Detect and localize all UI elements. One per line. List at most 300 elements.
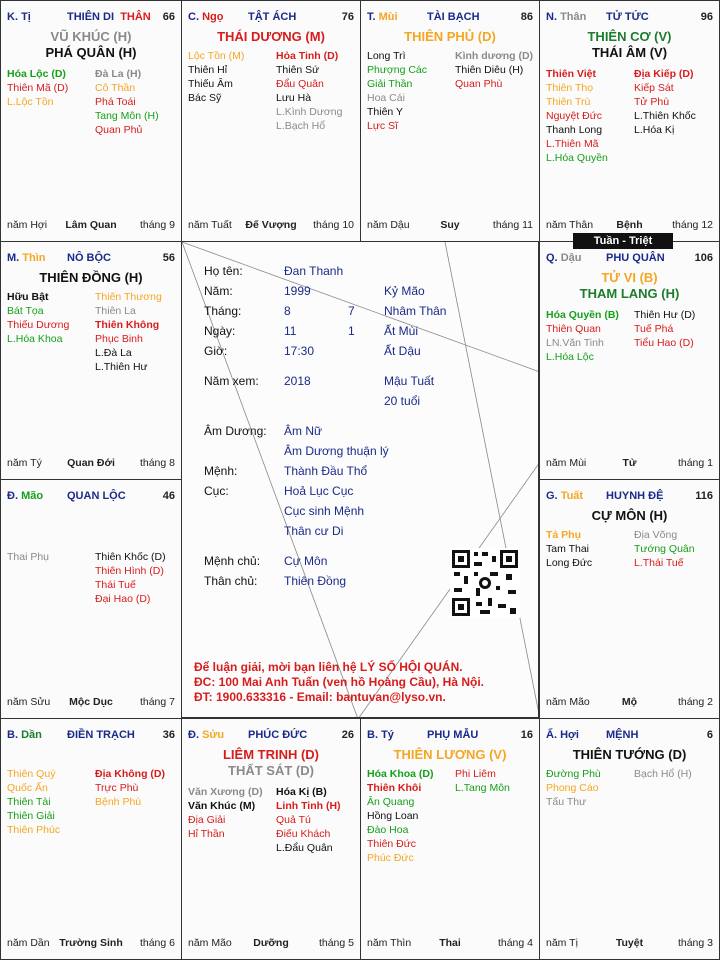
palace-name: [67, 11, 151, 23]
minor-star: Hoa Cái: [367, 92, 405, 104]
value-menh-chu: Cự Môn: [284, 554, 328, 568]
palace-name-text: TÀI BẠCH: [427, 11, 480, 23]
qr-code-icon[interactable]: [450, 548, 520, 621]
main-star: THIÊN ĐỒNG (H): [39, 270, 143, 285]
palace-tuat[interactable]: [539, 479, 720, 719]
palace-mao[interactable]: [0, 479, 182, 719]
minor-star: Đại Hao (D): [95, 593, 151, 605]
value-cuc-3: Thân cư Di: [284, 524, 344, 538]
label-menh: Mệnh:: [204, 464, 238, 478]
minor-stars-right: [276, 49, 361, 133]
label-ngay: Ngày:: [204, 324, 236, 338]
palace-name: [606, 11, 649, 23]
minor-star: Thiên Giải: [7, 810, 55, 822]
minor-stars-left: [546, 767, 632, 809]
palace-name-text: PHÚC ĐỨC: [248, 729, 308, 741]
palace-month: tháng 9: [139, 219, 175, 231]
minor-stars-right: [95, 550, 181, 606]
palace-footer: [367, 937, 533, 951]
minor-star: Nguyệt Đức: [546, 110, 603, 122]
minor-star: Kiếp Sát: [634, 82, 674, 94]
minor-star: Địa Giải: [188, 814, 226, 826]
minor-stars-right: [634, 528, 720, 570]
than-marker: THÂN: [120, 11, 151, 23]
palace-stem: Đ.: [7, 490, 18, 502]
palace-month: tháng 3: [677, 937, 713, 949]
palace-name: [67, 252, 111, 264]
main-stars: [540, 270, 719, 302]
value-ngay-can: Ất Mùi: [384, 324, 419, 338]
palace-name-text: MỆNH: [606, 729, 639, 741]
palace-name: [606, 729, 638, 741]
palace-month: tháng 1: [677, 457, 713, 469]
palace-stage: Suy: [440, 219, 460, 231]
palace-branch-name: Thìn: [22, 252, 46, 264]
palace-month: tháng 12: [672, 219, 713, 231]
value-ngay-am: 1: [348, 324, 355, 338]
minor-star: Quan Phủ: [95, 124, 143, 136]
label-nam-xem: Năm xem:: [204, 374, 259, 388]
minor-star: Thiên Y: [367, 106, 403, 118]
contact-advert: [194, 660, 484, 705]
minor-star: Thiên Thương: [95, 291, 162, 303]
minor-star: Thiên Quan: [546, 323, 601, 335]
minor-star: L.Đà La: [95, 347, 132, 359]
palace-branch-name: Dần: [21, 729, 42, 741]
palace-name-text: NÔ BỘC: [67, 252, 111, 264]
minor-stars-left: [7, 550, 93, 564]
palace-branch-name: Dậu: [560, 252, 582, 264]
palace-year: năm Mùi: [546, 457, 587, 469]
palace-footer: [7, 696, 175, 710]
palace-branch: [546, 729, 579, 741]
minor-stars-left: [546, 308, 632, 364]
minor-stars-right: [455, 767, 540, 795]
palace-footer: [546, 937, 713, 951]
label-gio: Giờ:: [204, 344, 228, 358]
palace-name: [67, 729, 135, 741]
main-stars: [182, 29, 360, 45]
palace-branch-name: Tị: [21, 11, 31, 23]
minor-star: Bệnh Phù: [95, 796, 142, 808]
palace-year: năm Dần: [7, 937, 50, 949]
palace-branch-name: Mùi: [378, 11, 398, 23]
value-tuoi: 20 tuổi: [384, 394, 421, 408]
main-star: THIÊN PHỦ (D): [404, 29, 496, 44]
palace-footer: [188, 937, 354, 951]
minor-star: Tấu Thư: [546, 796, 587, 808]
main-star: CỰ MÔN (H): [591, 508, 668, 523]
minor-stars-right: [95, 767, 181, 809]
minor-star: Linh Tinh (H): [276, 800, 341, 812]
minor-star: Quan Phù: [455, 78, 503, 90]
minor-star: Quốc Ấn: [7, 782, 48, 794]
minor-star: Thai Phụ: [7, 551, 50, 563]
minor-star: Trực Phù: [95, 782, 139, 794]
value-thang: 8: [284, 304, 291, 318]
palace-footer: [546, 457, 713, 471]
palace-year: năm Mão: [188, 937, 232, 949]
palace-name: [248, 729, 307, 741]
minor-star: L.Đẩu Quân: [276, 842, 333, 854]
minor-star: Thiếu Âm: [188, 78, 233, 90]
palace-ty[interactable]: [360, 718, 540, 960]
palace-dan[interactable]: [0, 718, 182, 960]
palace-branch-name: Tuất: [560, 490, 584, 502]
palace-month: tháng 2: [677, 696, 713, 708]
palace-branch: [7, 11, 31, 23]
value-gio: 17:30: [284, 344, 315, 358]
minor-star: Thanh Long: [546, 124, 603, 136]
minor-star: Văn Khúc (M): [188, 800, 256, 812]
main-stars: [361, 29, 539, 45]
palace-footer: [546, 696, 713, 710]
minor-stars-right: [634, 308, 720, 350]
palace-footer: [367, 219, 533, 233]
minor-star: L.Thiên Mã: [546, 138, 599, 150]
palace-branch: [188, 729, 224, 741]
palace-month: tháng 11: [492, 219, 533, 231]
minor-star: L.Bạch Hổ: [276, 120, 326, 132]
minor-stars-left: [7, 290, 93, 346]
palace-age: 36: [162, 729, 175, 741]
palace-name: [606, 252, 665, 264]
palace-name: [248, 11, 296, 23]
palace-stem: G.: [546, 490, 558, 502]
palace-month: tháng 6: [139, 937, 175, 949]
value-nam-xem: 2018: [284, 374, 311, 388]
minor-star: Thiên Hư (D): [634, 309, 696, 321]
minor-stars-right: [95, 67, 181, 137]
palace-header: [546, 490, 713, 506]
minor-star: Địa Võng: [634, 529, 678, 541]
palace-stage: Bệnh: [616, 219, 643, 231]
palace-branch-name: Ngọ: [202, 11, 224, 23]
palace-stem: B.: [7, 729, 18, 741]
minor-star: Lưu Hà: [276, 92, 312, 104]
main-star: THIÊN TƯỚNG (D): [572, 747, 687, 762]
value-thang-am: 7: [348, 304, 355, 318]
main-stars: [540, 747, 719, 763]
label-cuc: Cục:: [204, 484, 229, 498]
palace-name-text: TẬT ÁCH: [248, 11, 297, 23]
minor-stars-left: [546, 528, 632, 570]
value-gio-can: Ất Dậu: [384, 344, 421, 358]
palace-month: tháng 8: [139, 457, 175, 469]
minor-star: Đẩu Quân: [276, 78, 324, 90]
label-than-chu: Thân chủ:: [204, 574, 258, 588]
minor-star: L.Thái Tuế: [634, 557, 684, 569]
value-nam-can: Kỷ Mão: [384, 284, 425, 298]
advert-line-1: Để luận giải, mời bạn liên hệ LÝ SỐ HỘI QUÁN.: [194, 660, 463, 674]
minor-star: Hóa Khoa (D): [367, 768, 434, 780]
palace-month: tháng 5: [318, 937, 354, 949]
palace-month: tháng 4: [497, 937, 533, 949]
minor-star: Thiên Mã (D): [7, 82, 69, 94]
main-star: THẤT SÁT (D): [228, 763, 314, 778]
palace-stage: Mộc Dục: [69, 696, 113, 708]
palace-stage: Quan Đới: [67, 457, 115, 469]
palace-header: [546, 11, 713, 27]
palace-dau[interactable]: [539, 241, 720, 480]
main-star: THIÊN CƠ (V): [587, 29, 672, 44]
palace-stage: Đế Vượng: [245, 219, 297, 231]
minor-star: Lực Sĩ: [367, 120, 398, 132]
main-star: PHÁ QUÂN (H): [45, 45, 137, 60]
main-star: LIÊM TRINH (D): [222, 747, 320, 762]
value-cuc: Hoả Lục Cục: [284, 484, 354, 498]
palace-footer: [7, 457, 175, 471]
palace-year: năm Dậu: [367, 219, 410, 231]
minor-star: Thiên Trù: [546, 96, 591, 108]
palace-stage: Mộ: [621, 696, 638, 708]
palace-name-text: HUYNH ĐỆ: [606, 490, 664, 502]
palace-branch: [546, 252, 581, 264]
palace-header: [546, 729, 713, 745]
value-thang-can: Nhâm Thân: [384, 304, 447, 318]
minor-star: Thiếu Dương: [7, 319, 70, 331]
minor-star: Long Trì: [367, 50, 406, 62]
palace-age: 66: [162, 11, 175, 23]
minor-star: Bạch Hổ (H): [634, 768, 692, 780]
palace-year: năm Tị: [546, 937, 578, 949]
main-stars: [361, 747, 539, 763]
palace-branch-name: Mão: [21, 490, 44, 502]
palace-ti[interactable]: [0, 0, 182, 242]
minor-star: Cô Thần: [95, 82, 136, 94]
main-stars: [540, 29, 719, 61]
palace-branch-name: Tý: [381, 729, 394, 741]
palace-branch-name: Hợi: [560, 729, 579, 741]
minor-star: Kình dương (D): [455, 50, 534, 62]
minor-star: Thiên Diêu (H): [455, 64, 524, 76]
palace-age: 86: [520, 11, 533, 23]
minor-star: L.Thiên Khốc: [634, 110, 696, 122]
palace-year: năm Thìn: [367, 937, 412, 949]
label-thang: Tháng:: [204, 304, 242, 318]
palace-suu[interactable]: [181, 718, 361, 960]
minor-stars-left: [188, 49, 274, 105]
minor-star: Tướng Quân: [634, 543, 695, 555]
main-star: THAM LANG (H): [579, 286, 680, 301]
minor-star: Thiên Quý: [7, 768, 56, 780]
minor-star: Thiên Việt: [546, 68, 596, 80]
minor-star: Tuế Phá: [634, 323, 674, 335]
value-am-duong: Âm Nữ: [284, 424, 323, 438]
minor-stars-left: [546, 67, 632, 165]
minor-star: LN.Văn Tinh: [546, 337, 604, 349]
label-ho-ten: Họ tên:: [204, 264, 243, 278]
palace-age: 16: [520, 729, 533, 741]
palace-footer: [188, 219, 354, 233]
value-than-chu: Thiên Đồng: [284, 574, 347, 588]
palace-age: 6: [706, 729, 713, 741]
minor-stars-left: [7, 67, 93, 109]
minor-star: Văn Xương (D): [188, 786, 263, 798]
minor-star: Điếu Khách: [276, 828, 331, 840]
palace-name-text: PHỤ MẪU: [427, 729, 479, 741]
palace-stem: C.: [188, 11, 199, 23]
minor-star: L.Hóa Khoa: [7, 333, 63, 345]
minor-star: Giải Thần: [367, 78, 413, 90]
value-ngay: 11: [284, 324, 297, 338]
palace-age: 116: [695, 490, 713, 502]
minor-star: Hồng Loan: [367, 810, 419, 822]
palace-name: [427, 11, 480, 23]
palace-header: [367, 729, 533, 745]
main-stars: [182, 747, 360, 779]
palace-footer: [7, 937, 175, 951]
minor-stars-right: [276, 785, 361, 855]
minor-stars-left: [367, 767, 453, 865]
label-menh-chu: Mệnh chủ:: [204, 554, 261, 568]
minor-stars-right: [455, 49, 540, 91]
minor-star: Đào Hoa: [367, 824, 409, 836]
minor-star: Hóa Kị (B): [276, 786, 327, 798]
palace-name-text: PHU QUÂN: [606, 252, 665, 264]
value-menh: Thành Đầu Thổ: [284, 464, 368, 478]
palace-header: [7, 490, 175, 506]
minor-star: Phúc Đức: [367, 852, 414, 864]
palace-hoi[interactable]: [539, 718, 720, 960]
palace-branch-name: Thân: [560, 11, 587, 23]
palace-year: năm Sửu: [7, 696, 51, 708]
label-nam: Năm:: [204, 284, 233, 298]
palace-name-text: ĐIỀN TRẠCH: [67, 729, 135, 741]
palace-stem: M.: [7, 252, 20, 264]
palace-branch: [7, 729, 42, 741]
palace-age: 106: [694, 252, 713, 264]
minor-star: L.Hóa Lộc: [546, 351, 594, 363]
main-star: TỬ VI (B): [601, 270, 658, 285]
minor-star: L.Hóa Kị: [634, 124, 675, 136]
value-ho-ten: Đan Thanh: [284, 264, 344, 278]
palace-age: 56: [162, 252, 175, 264]
palace-month: tháng 10: [313, 219, 354, 231]
main-stars: [1, 29, 181, 61]
minor-stars-left: [188, 785, 274, 841]
palace-stem: Đ.: [188, 729, 199, 741]
advert-line-3: ĐT: 1900.633316 - Email: bantuvan@lyso.vn.: [194, 690, 446, 704]
palace-year: năm Tuất: [188, 219, 232, 231]
value-am-duong-2: Âm Dương thuận lý: [284, 444, 389, 458]
minor-star: L.Hóa Quyền: [546, 152, 608, 164]
minor-star: L.Lộc Tồn: [7, 96, 54, 108]
minor-star: L.Kình Dương: [276, 106, 343, 118]
palace-mui[interactable]: [360, 0, 540, 242]
palace-header: [188, 729, 354, 745]
minor-star: Thiên Tài: [7, 796, 51, 808]
minor-star: Đường Phù: [546, 768, 601, 780]
center-info-panel: [181, 241, 539, 718]
minor-star: Lộc Tồn (M): [188, 50, 245, 62]
palace-stem: K.: [7, 11, 18, 23]
minor-stars-left: [7, 767, 93, 837]
minor-star: Hóa Quyền (B): [546, 309, 619, 321]
palace-branch: [188, 11, 223, 23]
main-star: THÁI DƯƠNG (M): [217, 29, 325, 44]
palace-stage: Thai: [439, 937, 461, 949]
main-star: THÁI ÂM (V): [591, 45, 668, 60]
palace-branch: [546, 490, 583, 502]
palace-stem: Ấ.: [546, 729, 557, 741]
palace-year: năm Hợi: [7, 219, 48, 231]
minor-star: Quả Tú: [276, 814, 311, 826]
advert-line-2: ĐC: 100 Mai Anh Tuấn (ven hồ Hoàng Cầu), Hà Nội.: [194, 675, 485, 689]
minor-star: Thiên Khốc (D): [95, 551, 166, 563]
minor-star: Long Đức: [546, 557, 593, 569]
main-stars: [540, 508, 719, 524]
minor-star: Phong Cáo: [546, 782, 599, 794]
minor-stars-right: [95, 290, 181, 374]
palace-branch-name: Sửu: [202, 729, 225, 741]
minor-star: Bát Tọa: [7, 305, 44, 317]
minor-star: Thiên Đức: [367, 838, 417, 850]
palace-name: [606, 490, 663, 502]
minor-star: Bác Sỹ: [188, 92, 222, 104]
minor-star: Thiên Hỉ: [188, 64, 228, 76]
palace-stage: Dưỡng: [253, 937, 289, 949]
minor-star: L.Thiên Hư: [95, 361, 148, 373]
palace-than[interactable]: [539, 0, 720, 242]
palace-branch: [367, 729, 394, 741]
palace-ngo[interactable]: [181, 0, 361, 242]
minor-star: Thiên Phúc: [7, 824, 61, 836]
minor-star: Thiên La: [95, 305, 136, 317]
minor-star: Địa Kiếp (D): [634, 68, 694, 80]
palace-branch: [7, 252, 46, 264]
palace-name: [67, 490, 126, 502]
value-cuc-2: Cục sinh Mệnh: [284, 504, 365, 518]
palace-header: [7, 729, 175, 745]
palace-stage: Trường Sinh: [59, 937, 123, 949]
palace-stage: Lâm Quan: [65, 219, 117, 231]
palace-year: năm Mão: [546, 696, 590, 708]
palace-age: 26: [341, 729, 354, 741]
main-star: VŨ KHÚC (H): [50, 29, 132, 44]
minor-star: Phá Toái: [95, 96, 136, 108]
label-am-duong: Âm Dương:: [204, 424, 267, 438]
palace-name-text: THIÊN DI: [67, 11, 115, 23]
palace-thin[interactable]: [0, 241, 182, 480]
value-nam: 1999: [284, 284, 311, 298]
palace-header: [367, 11, 533, 27]
palace-name: [427, 729, 478, 741]
main-stars: [1, 270, 181, 286]
minor-star: Tang Môn (H): [95, 110, 159, 122]
tuan-triet-badge: Tuần - Triệt: [573, 233, 673, 249]
minor-star: Địa Không (D): [95, 768, 165, 780]
palace-footer: [7, 219, 175, 233]
palace-year: năm Thân: [546, 219, 594, 231]
minor-stars-right: [634, 67, 720, 137]
palace-month: tháng 7: [139, 696, 175, 708]
palace-name-text: QUAN LỘC: [67, 490, 126, 502]
minor-star: Hỏa Tinh (D): [276, 50, 339, 62]
minor-star: Thiên Hình (D): [95, 565, 164, 577]
minor-star: Tiểu Hao (D): [634, 337, 694, 349]
palace-header: [7, 11, 175, 27]
minor-star: Tả Phụ: [546, 529, 582, 541]
palace-year: năm Tý: [7, 457, 42, 469]
palace-branch: [7, 490, 43, 502]
palace-age: 76: [341, 11, 354, 23]
minor-star: Phượng Các: [367, 64, 428, 76]
minor-star: Hữu Bật: [7, 291, 49, 303]
minor-star: Thiên Khôi: [367, 782, 422, 794]
minor-star: Đà La (H): [95, 68, 142, 80]
palace-header: [188, 11, 354, 27]
